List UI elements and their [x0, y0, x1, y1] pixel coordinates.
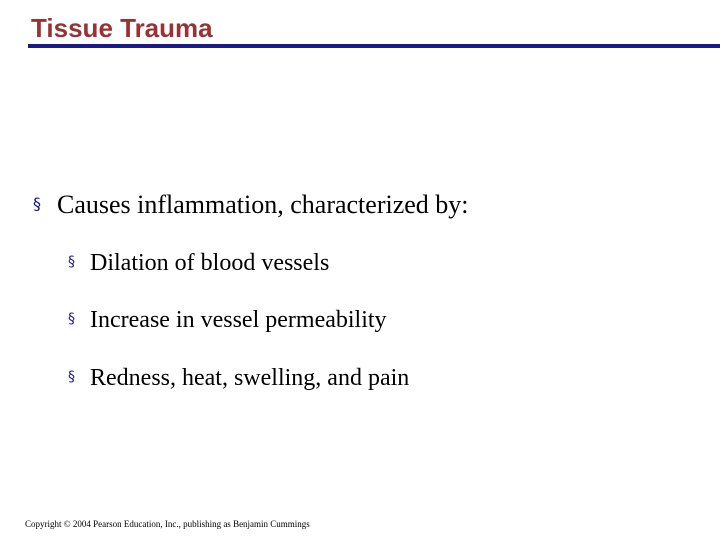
sub-bullet-text: Redness, heat, swelling, and pain	[90, 365, 410, 391]
bullet-marker-icon: §	[68, 311, 75, 327]
sub-bullet-text: Dilation of blood vessels	[90, 250, 330, 276]
bullet-marker-icon: §	[68, 369, 75, 385]
sub-bullet-item	[68, 246, 329, 279]
sub-bullet-item	[68, 303, 387, 336]
bullet-marker-icon: §	[33, 194, 41, 213]
sub-bullet-item	[68, 361, 409, 394]
copyright-footer: Copyright © 2004 Pearson Education, Inc., publishing as Benjamin Cummings	[25, 519, 310, 529]
bullet-text: Causes inflammation, characterized by:	[57, 190, 469, 219]
bullet-item	[33, 186, 469, 223]
sub-bullet-text: Increase in vessel permeability	[90, 307, 387, 333]
slide-title: Tissue Trauma	[31, 13, 213, 43]
title-underline	[28, 44, 720, 48]
bullet-marker-icon: §	[68, 254, 75, 270]
